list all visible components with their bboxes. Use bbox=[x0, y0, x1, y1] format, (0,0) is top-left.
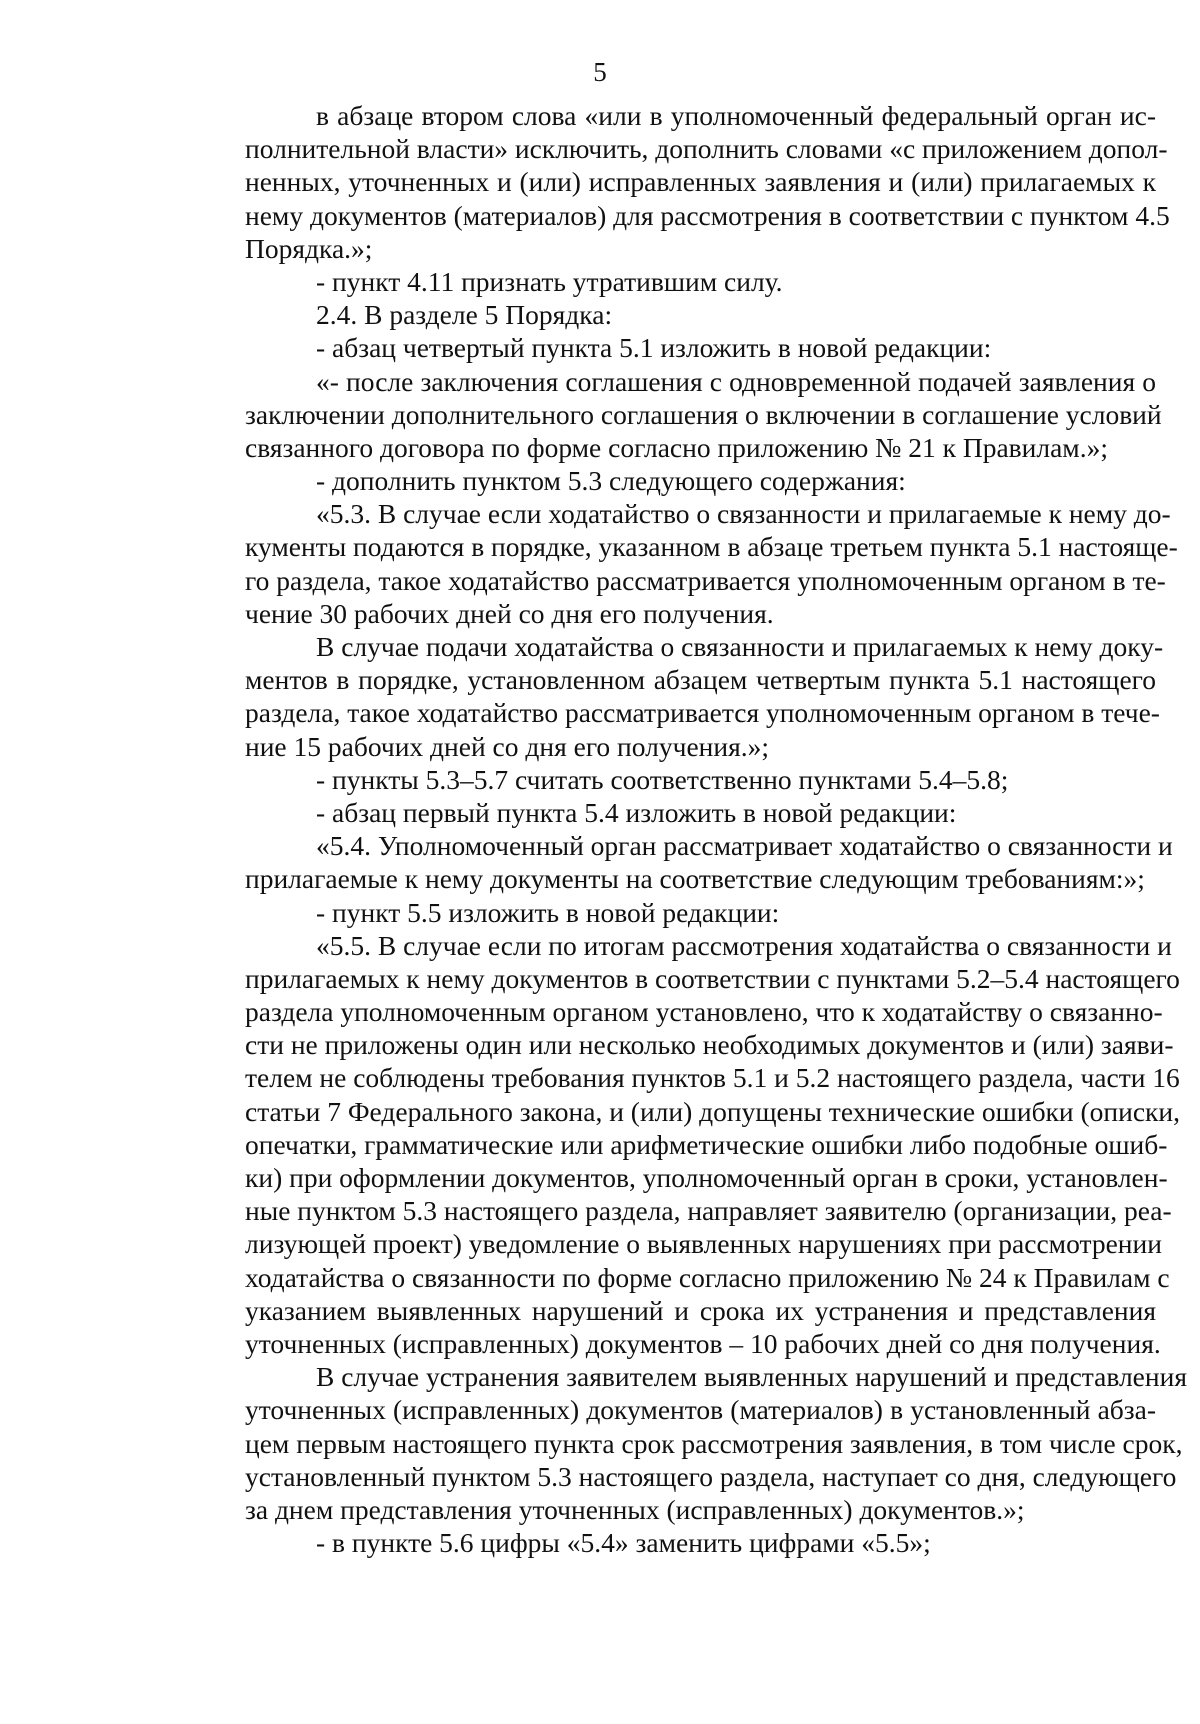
document-body bbox=[174, 99, 1187, 1559]
paragraph bbox=[174, 630, 1164, 763]
text-line: ки) при оформлении документов, уполномоченный орган в сроки, установлен- bbox=[245, 1162, 1168, 1193]
text-line: связанного договора по форме согласно приложению № 21 к Правилам.»; bbox=[245, 431, 1108, 463]
text-line: опечатки, грамматические или арифметические ошибки либо подобные ошиб- bbox=[245, 1128, 1168, 1160]
paragraph bbox=[174, 763, 1156, 796]
text-line: Порядка.»; bbox=[245, 232, 373, 264]
text-line: уточненных (исправленных) документов – 10 рабочих дней со дня получения. bbox=[245, 1327, 1161, 1359]
text-line: - пункт 4.11 признать утратившим силу. bbox=[316, 265, 783, 297]
text-line: раздела, такое ходатайство рассматривается уполномоченным органом в тече- bbox=[245, 697, 1160, 729]
text-line: - абзац четвертый пункта 5.1 изложить в новой редакции: bbox=[316, 332, 992, 364]
paragraph bbox=[174, 464, 1156, 497]
page-number: 5 bbox=[593, 57, 607, 87]
text-line: ходатайства о связанности по форме согласно приложению № 24 к Правилам с bbox=[245, 1261, 1170, 1293]
text-line: прилагаемые к нему документы на соответствие следующим требованиям:»; bbox=[245, 863, 1145, 895]
text-line: раздела уполномоченным органом установлено, что к ходатайству о связанно- bbox=[245, 996, 1163, 1028]
text-line: заключении дополнительного соглашения о включении в соглашение условий bbox=[245, 398, 1162, 430]
paragraph bbox=[174, 298, 1156, 331]
text-line: 2.4. В разделе 5 Порядка: bbox=[316, 299, 613, 331]
text-line: установленный пунктом 5.3 настоящего раздела, наступает со дня, следующего bbox=[245, 1460, 1177, 1492]
paragraph bbox=[174, 265, 1156, 298]
text-line: - в пункте 5.6 цифры «5.4» заменить цифрами «5.5»; bbox=[316, 1527, 931, 1559]
text-line: ненных, уточненных и (или) исправленных заявления и (или) прилагаемых к bbox=[245, 166, 1156, 198]
paragraph bbox=[174, 365, 1162, 465]
text-line: «5.4. Уполномоченный орган рассматривает ходатайство о связанности и bbox=[316, 830, 1173, 862]
paragraph bbox=[174, 99, 1170, 265]
paragraph bbox=[174, 796, 1156, 829]
text-line: В случае устранения заявителем выявленных нарушений и представления bbox=[316, 1361, 1187, 1393]
text-line: уточненных (исправленных) документов (материалов) в установленный абза- bbox=[245, 1394, 1156, 1426]
text-line: «5.3. В случае если ходатайство о связанности и прилагаемые к нему до- bbox=[316, 498, 1171, 530]
paragraph bbox=[174, 331, 1156, 364]
text-line: прилагаемых к нему документов в соответствии с пунктами 5.2–5.4 настоящего bbox=[245, 962, 1180, 994]
text-line: лизующей проект) уведомление о выявленных нарушениях при рассмотрении bbox=[245, 1228, 1162, 1260]
paragraph bbox=[174, 929, 1181, 1360]
text-line: полнительной власти» исключить, дополнить словами «с приложением допол- bbox=[245, 133, 1168, 165]
text-line: цем первым настоящего пункта срок рассмотрения заявления, в том числе срок, bbox=[245, 1427, 1183, 1459]
text-line: сти не приложены один или несколько необходимых документов и (или) заяви- bbox=[245, 1029, 1174, 1061]
text-line: «5.5. В случае если по итогам рассмотрения ходатайства о связанности и bbox=[316, 929, 1172, 961]
text-line: - пункт 5.5 изложить в новой редакции: bbox=[316, 896, 780, 928]
text-line: телем не соблюдены требования пунктов 5.1 и 5.2 настоящего раздела, части 16 bbox=[245, 1062, 1180, 1094]
text-line: ние 15 рабочих дней со дня его получения.»; bbox=[245, 730, 770, 762]
paragraph bbox=[174, 1360, 1187, 1526]
paragraph bbox=[174, 497, 1178, 630]
text-line: го раздела, такое ходатайство рассматривается уполномоченным органом в те- bbox=[245, 564, 1166, 596]
text-line: - пункты 5.3–5.7 считать соответственно пунктами 5.4–5.8; bbox=[316, 763, 1009, 795]
text-line: нему документов (материалов) для рассмотрения в соответствии с пунктом 4.5 bbox=[245, 199, 1170, 231]
text-line: чение 30 рабочих дней со дня его получения. bbox=[245, 597, 774, 629]
text-line: В случае подачи ходатайства о связанности и прилагаемых к нему доку- bbox=[316, 631, 1164, 662]
text-line: ментов в порядке, установленном абзацем четвертым пункта 5.1 настоящего bbox=[245, 664, 1156, 696]
text-line: за днем представления уточненных (исправленных) документов.»; bbox=[245, 1493, 1025, 1525]
text-line: в абзаце втором слова «или в уполномоченный федеральный орган ис- bbox=[316, 100, 1156, 131]
paragraph bbox=[174, 829, 1173, 895]
paragraph bbox=[174, 896, 1156, 929]
text-line: статьи 7 Федерального закона, и (или) допущены технические ошибки (описки, bbox=[245, 1095, 1181, 1127]
text-line: ные пунктом 5.3 настоящего раздела, направляет заявителю (организации, реа- bbox=[245, 1195, 1172, 1227]
text-line: «- после заключения соглашения с одновременной подачей заявления о bbox=[316, 365, 1156, 397]
text-line: указанием выявленных нарушений и срока их устранения и представления bbox=[245, 1294, 1156, 1326]
text-line: - дополнить пунктом 5.3 следующего содержания: bbox=[316, 465, 906, 497]
text-line: кументы подаются в порядке, указанном в абзаце третьем пункта 5.1 настояще- bbox=[245, 531, 1178, 563]
paragraph bbox=[174, 1526, 1156, 1559]
text-line: - абзац первый пункта 5.4 изложить в новой редакции: bbox=[316, 796, 957, 828]
